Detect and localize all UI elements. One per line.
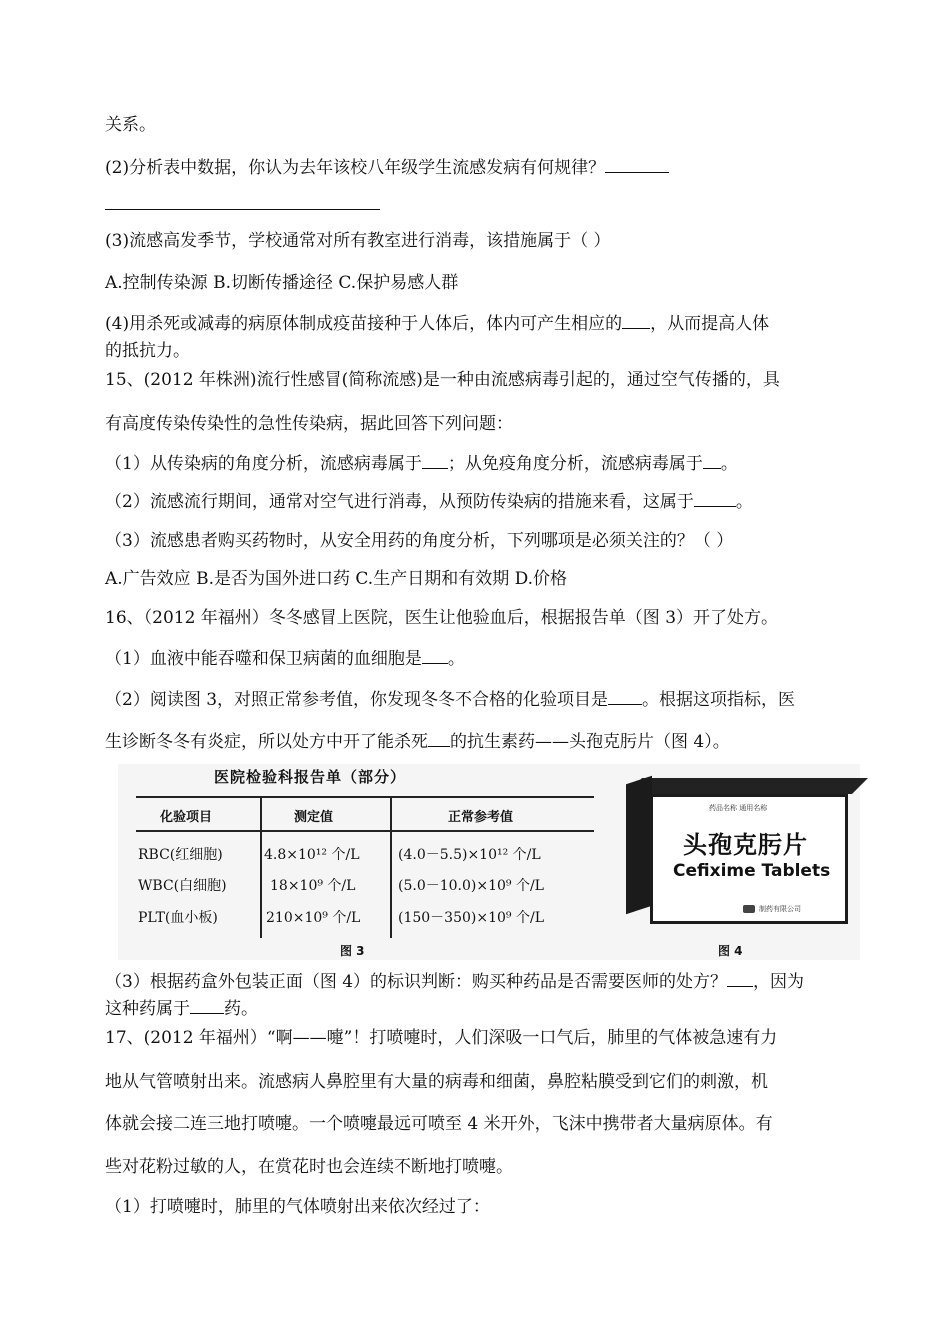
q14-question-2 — [105, 156, 669, 179]
table-cell-value: 210×10⁹ 个/L — [266, 910, 361, 926]
q15-options: A.广告效应 B.是否为国外进口药 C.生产日期和有效期 D.价格 — [105, 569, 568, 589]
answer-blank[interactable] — [622, 312, 650, 329]
answer-blank[interactable] — [190, 997, 224, 1014]
q15-question-1 — [105, 452, 738, 475]
answer-blank[interactable] — [608, 688, 642, 705]
answer-blank[interactable] — [428, 730, 450, 747]
q16-question-2-cont-text-b: 的抗生素药——头孢克肟片（图 4）。 — [450, 732, 730, 752]
q15-question-1-text-b: ；从免疫角度分析，流感病毒属于 — [447, 454, 703, 474]
table-cell-ref: (4.0－5.5)×10¹² 个/L — [398, 847, 541, 863]
lab-report-title: 医院检验科报告单（部分） — [214, 768, 407, 786]
figure-4-caption: 图 4 — [718, 944, 743, 958]
table-cell-ref: (150－350)×10⁹ 个/L — [398, 910, 544, 926]
q14-options: A.控制传染源 B.切断传播途径 C.保护易感人群 — [105, 273, 459, 293]
table-header: 化验项目 — [160, 810, 213, 825]
table-cell-item: WBC(白细胞) — [138, 878, 227, 894]
table-cell-value: 4.8×10¹² 个/L — [264, 847, 360, 863]
q17-intro-line-4: 些对花粉过敏的人，在赏花时也会连续不断地打喷嚏。 — [105, 1157, 513, 1177]
q14-question-4 — [105, 312, 769, 335]
table-column-divider — [390, 796, 392, 938]
q16-question-1-text-b: 。 — [447, 649, 465, 669]
q15-question-2 — [105, 490, 753, 513]
medicine-english-name: Cefixime Tablets — [673, 861, 831, 881]
q15-intro-line-2: 有高度传染传染性的急性传染病，据此回答下列问题： — [105, 414, 513, 434]
answer-blank[interactable] — [694, 490, 736, 507]
q16-question-2-cont — [105, 730, 730, 753]
table-header-rule — [136, 830, 594, 832]
medicine-box-top — [626, 778, 868, 794]
figure-3-caption: 图 3 — [340, 944, 365, 958]
table-cell-item: PLT(血小板) — [138, 910, 218, 926]
medicine-name: 头孢克肟片 — [683, 831, 808, 859]
answer-blank[interactable] — [703, 452, 721, 469]
q15-question-3: （3）流感患者购买药物时，从安全用药的角度分析，下列哪项是必须关注的？（ ） — [105, 531, 734, 551]
answer-blank[interactable] — [605, 156, 669, 173]
q14-text-line-1: 关系。 — [105, 115, 156, 135]
q16-question-3-cont-text-a: 这种药属于 — [105, 999, 190, 1019]
q17-intro-line-1: 17、(2012 年福州）“啊——嚏”！打喷嚏时，人们深吸一口气后，肺里的气体被急速有力 — [105, 1028, 778, 1048]
medicine-box-figure — [618, 764, 860, 960]
q16-question-3-text-a: （3）根据药盒外包装正面（图 4）的标识判断：购买种药品是否需要医师的处方？ — [105, 972, 728, 992]
answer-blank[interactable] — [727, 970, 753, 987]
answer-blank-long[interactable] — [105, 209, 380, 210]
q16-question-1-text-a: （1）血液中能吞噬和保卫病菌的血细胞是 — [105, 649, 422, 669]
table-header: 正常参考值 — [448, 810, 514, 825]
q14-question-4-cont: 的抵抗力。 — [105, 341, 190, 361]
q16-question-3-cont — [105, 997, 258, 1020]
table-top-rule — [136, 796, 594, 798]
q17-question-1: （1）打喷嚏时，肺里的气体喷射出来依次经过了： — [105, 1197, 490, 1217]
q16-question-3-text-b: ，因为 — [753, 972, 805, 992]
medicine-box-label-small: 药品名称 通用名称 — [709, 804, 768, 812]
medicine-box-front — [650, 794, 848, 924]
table-column-divider — [260, 796, 262, 938]
lab-report-figure — [118, 764, 608, 960]
table-cell-item: RBC(红细胞) — [138, 847, 223, 863]
q14-question-2-text: (2)分析表中数据，你认为去年该校八年级学生流感发病有何规律？ — [105, 158, 606, 178]
q16-question-2 — [105, 688, 795, 711]
q17-intro-line-2: 地从气管喷射出来。流感病人鼻腔里有大量的病毒和细菌，鼻腔粘膜受到它们的刺激，机 — [105, 1072, 768, 1092]
q16-question-2-text-b: 。根据这项指标，医 — [642, 690, 796, 710]
q16-question-2-text-a: （2）阅读图 3，对照正常参考值，你发现冬冬不合格的化验项目是 — [105, 690, 609, 710]
table-cell-value: 18×10⁹ 个/L — [270, 878, 356, 894]
answer-blank[interactable] — [422, 647, 448, 664]
medicine-box-side — [626, 776, 652, 914]
q14-question-4-text-a: (4)用杀死或减毒的病原体制成疫苗接种于人体后，体内可产生相应的 — [105, 314, 623, 334]
q16-question-1 — [105, 647, 465, 670]
q16-question-3-cont-text-b: 药。 — [224, 999, 258, 1019]
table-cell-ref: (5.0－10.0)×10⁹ 个/L — [398, 878, 544, 894]
q15-intro-line-1: 15、(2012 年株洲)流行性感冒(简称流感)是一种由流感病毒引起的，通过空气传播的，具 — [105, 370, 780, 390]
figure-area — [118, 764, 860, 960]
q15-question-1-text-a: （1）从传染病的角度分析，流感病毒属于 — [105, 454, 422, 474]
q17-intro-line-3: 体就会接二连三地打喷嚏。一个喷嚏最远可喷至 4 米开外，飞沫中携带者大量病原体。有 — [105, 1114, 773, 1134]
q15-question-2-text-b: 。 — [735, 492, 753, 512]
q14-question-3: (3)流感高发季节，学校通常对所有教室进行消毒，该措施属于（ ） — [105, 231, 611, 251]
q16-question-3 — [105, 970, 804, 993]
q16-intro: 16、（2012 年福州）冬冬感冒上医院，医生让他验血后，根据报告单（图 3）开了处方。 — [105, 608, 779, 628]
manufacturer-name: 制药有限公司 — [759, 905, 801, 913]
q16-question-2-cont-text-a: 生诊断冬冬有炎症，所以处方中开了能杀死 — [105, 732, 428, 752]
q15-question-2-text-a: （2）流感流行期间，通常对空气进行消毒，从预防传染病的措施来看，这属于 — [105, 492, 694, 512]
q14-question-4-text-b: ，从而提高人体 — [650, 314, 770, 334]
table-header: 测定值 — [294, 810, 334, 825]
q15-question-1-text-c: 。 — [720, 454, 738, 474]
answer-blank[interactable] — [422, 452, 448, 469]
manufacturer-logo-icon — [743, 905, 755, 913]
